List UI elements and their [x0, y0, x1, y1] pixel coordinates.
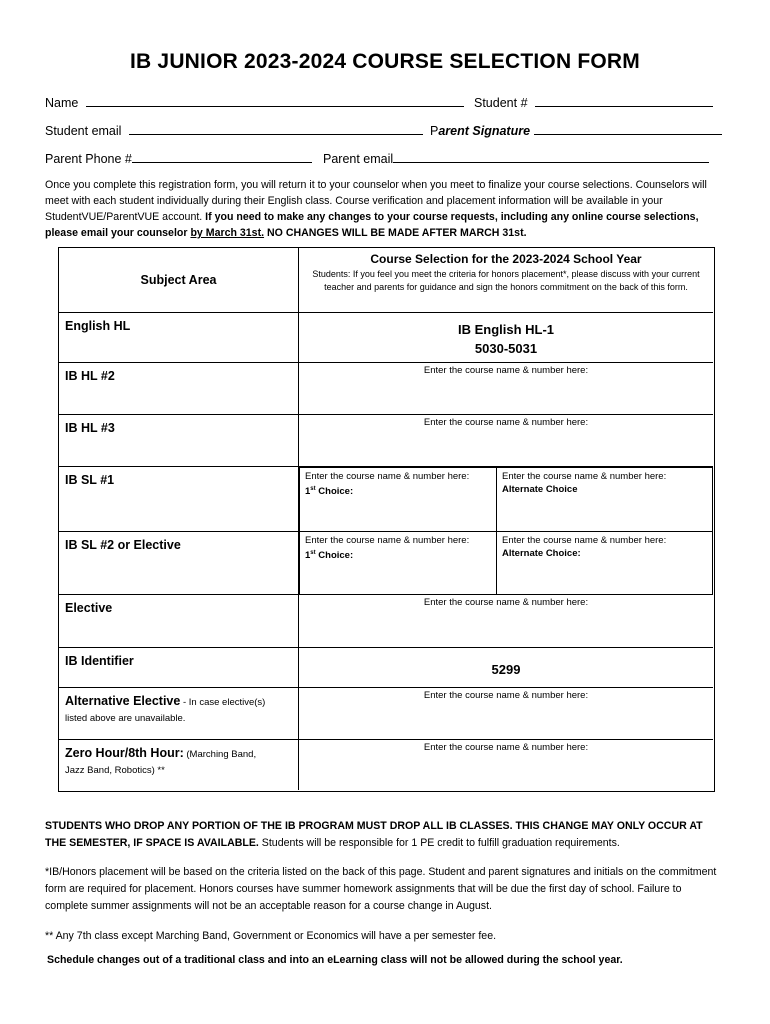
student-number-field[interactable]	[535, 94, 713, 107]
alt-elective-course-cell[interactable]	[299, 688, 713, 740]
hl2-label: IB HL #2	[65, 369, 115, 383]
honors-placement-note: *IB/Honors placement will be based on the criteria listed on the back of this page. Student and parent signatures and initials on the commitment form are required for placement. Honors courses have summer homework assignments that will be due the first day of school. Failure to complete summer assignments will not be an acceptable reason for a course change in August.	[45, 866, 717, 912]
alt-elective-note-2: listed above are unavailable.	[65, 713, 186, 724]
sl2-course-cell	[299, 532, 713, 595]
english-hl-course-cell	[299, 313, 713, 363]
no-changes-text: NO CHANGES WILL BE MADE AFTER MARCH 31st.	[264, 227, 527, 239]
hl2-course-cell[interactable]	[299, 363, 713, 415]
sl2-alternate-choice-box[interactable]	[497, 531, 713, 595]
sl1-alternate-hint	[497, 468, 712, 496]
alt-elective-label-block	[59, 688, 298, 726]
sl2-first-hint-text: Enter the course name & number here:	[305, 535, 470, 546]
hl3-hint: Enter the course name & number here:	[423, 417, 589, 428]
parent-signature-label-p: P	[430, 124, 439, 138]
student-number-row	[474, 94, 713, 112]
elective-hint: Enter the course name & number here:	[423, 597, 589, 608]
sl1-course-cell	[299, 467, 713, 532]
zero-hour-label: Zero Hour/8th Hour:	[65, 746, 184, 760]
student-number-label: Student #	[474, 96, 528, 110]
sl2-first-text: Choice:	[315, 550, 354, 562]
english-hl-subject-cell	[59, 313, 299, 363]
parent-phone-label: Parent Phone #	[45, 152, 132, 166]
student-email-label: Student email	[45, 124, 122, 138]
sl1-alternate-label: Alternate Choice	[502, 484, 578, 495]
course-selection-header-cell	[299, 248, 713, 313]
parent-email-field[interactable]	[393, 150, 709, 163]
zero-hour-hint: Enter the course name & number here:	[423, 742, 589, 753]
sl1-alt-hint-text: Enter the course name & number here:	[502, 471, 667, 482]
alt-elective-label: Alternative Elective	[65, 694, 181, 708]
sl1-first-text: Choice:	[315, 486, 354, 498]
sl1-first-choice-hint	[300, 468, 496, 498]
english-course-number: 5030-5031	[474, 341, 538, 356]
drop-warning-bold: STUDENTS WHO DROP ANY PORTION OF THE IB PROGRAM MUST DROP ALL IB CLASSES. THIS CHANGE MAY ONLY OCCUR AT THE SEMESTER, IF SPACE IS AVAILABLE.	[45, 820, 703, 849]
hl3-course-cell[interactable]	[299, 415, 713, 467]
intro-text: Once you complete this registration form, you will return it to your counselor when you meet to finalize your course selections. Counselors will meet with each student individually during their English class. Course verification and placement information will be available in your StudentVUE/ParentVUE account.	[45, 179, 707, 223]
elearning-note: Schedule changes out of a traditional class and into an eLearning class will not be allowed during the school year.	[47, 954, 623, 966]
name-label: Name	[45, 96, 79, 110]
elective-subject-cell	[59, 595, 299, 648]
hl2-hint: Enter the course name & number here:	[423, 365, 589, 376]
course-selection-table	[58, 247, 715, 792]
parent-phone-field[interactable]	[132, 150, 312, 163]
zero-hour-note-2: Jazz Band, Robotics) **	[65, 765, 165, 776]
parent-signature-label: arent Signature	[438, 124, 531, 138]
intro-paragraph	[45, 177, 723, 241]
sl2-first-choice-box[interactable]	[299, 531, 497, 595]
zero-hour-label-block	[59, 740, 298, 778]
sl2-label: IB SL #2 or Elective	[65, 538, 181, 552]
subject-area-header: Subject Area	[140, 273, 217, 287]
sl2-first-num: 1	[305, 550, 311, 562]
identifier-value: 5299	[491, 662, 521, 677]
sl2-alternate-hint	[497, 532, 712, 560]
english-hl-label: English HL	[65, 319, 131, 333]
parent-signature-row	[430, 122, 722, 140]
sl2-first-sup: st	[310, 550, 316, 556]
sl2-first-choice-label	[305, 550, 353, 561]
hl2-subject-cell	[59, 363, 299, 415]
elective-course-cell[interactable]	[299, 595, 713, 648]
pe-credit-note: Students will be responsible for 1 PE credit to fulfill graduation requirements.	[258, 837, 620, 849]
english-course-name: IB English HL-1	[457, 322, 555, 337]
parent-email-row	[323, 150, 709, 168]
honors-note: Students: If you feel you meet the criteria for honors placement*, please discuss with your current teacher and parents for guidance and sign the honors commitment on the back of this form.	[312, 269, 700, 292]
sl1-first-hint-text: Enter the course name & number here:	[305, 471, 470, 482]
sl2-alt-hint-text: Enter the course name & number here:	[502, 535, 667, 546]
sl2-subject-cell	[59, 532, 299, 595]
sl2-first-choice-hint	[300, 532, 496, 562]
deadline-text: by March 31st.	[190, 227, 265, 239]
alt-elective-note: - In case elective(s)	[180, 697, 266, 708]
subject-area-header-cell	[59, 248, 299, 313]
sl1-first-num: 1	[305, 486, 311, 498]
parent-phone-row	[45, 150, 312, 168]
identifier-subject-cell	[59, 648, 299, 688]
zero-hour-note: (Marching Band,	[183, 749, 257, 760]
course-selection-header: Course Selection for the 2023-2024 School Year	[370, 252, 642, 266]
name-field[interactable]	[86, 94, 464, 107]
identifier-label: IB Identifier	[65, 654, 134, 668]
student-email-row	[45, 122, 423, 140]
student-email-field[interactable]	[129, 122, 423, 135]
ib-drop-warning	[45, 818, 725, 852]
sl1-label: IB SL #1	[65, 473, 115, 487]
sl1-first-sup: st	[310, 486, 316, 492]
zero-hour-subject-cell	[59, 740, 299, 790]
sl1-first-choice-box[interactable]	[299, 467, 497, 532]
sl1-alternate-choice-box[interactable]	[497, 467, 713, 532]
elective-label: Elective	[65, 601, 113, 615]
form-title: IB JUNIOR 2023-2024 COURSE SELECTION FORM	[130, 50, 640, 73]
name-row	[45, 94, 464, 112]
parent-signature-field[interactable]	[534, 122, 722, 135]
sl2-alternate-label: Alternate Choice:	[502, 548, 581, 559]
hl3-label: IB HL #3	[65, 421, 115, 435]
identifier-value-cell	[299, 648, 713, 688]
alt-elective-hint: Enter the course name & number here:	[423, 690, 589, 701]
alt-elective-subject-cell	[59, 688, 299, 740]
parent-email-label: Parent email	[323, 152, 394, 166]
intro-bold-text: If you need to make any changes to your course requests, including any online course selections, please email your counselor	[45, 211, 699, 239]
seventh-class-fee-note: ** Any 7th class except Marching Band, Government or Economics will have a per semester fee.	[45, 930, 497, 942]
sl1-subject-cell	[59, 467, 299, 532]
zero-hour-course-cell[interactable]	[299, 740, 713, 790]
sl1-first-choice-label	[305, 486, 353, 497]
hl3-subject-cell	[59, 415, 299, 467]
